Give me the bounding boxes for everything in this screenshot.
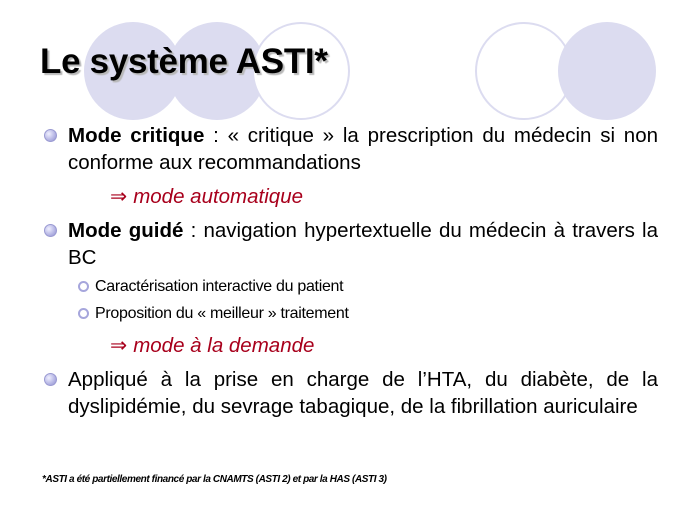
subitem-text: Proposition du « meilleur » traitement [95,305,349,322]
bullet-text: : navigation hypertextuelle du médecin à travers la BC [68,219,659,269]
bullet-icon [44,373,57,386]
arrow-text: mode automatique [133,185,303,208]
arrow-mode-automatique [110,183,303,210]
bullet-icon [44,129,57,142]
arrow-text: mode à la demande [133,334,315,357]
subitem-text: Caractérisation interactive du patient [95,278,344,295]
decor-circle-5 [558,22,656,120]
implies-arrow-icon: ⇒ [110,185,128,208]
slide-title: Le système ASTI* [40,42,328,81]
sub-bullet-ring-icon [78,308,89,319]
footnote: *ASTI a été partiellement financé par la CNAMTS (ASTI 2) et par la HAS (ASTI 3) [42,474,387,485]
bullet-mode-guide [68,217,658,271]
implies-arrow-icon: ⇒ [110,334,128,357]
subitem-caracterisation [78,277,343,297]
subitem-proposition [78,304,349,324]
bullet-keyword: Mode critique [68,124,205,147]
bullet-mode-critique [68,122,658,176]
bullet-keyword: Mode guidé [68,219,184,242]
sub-bullet-ring-icon [78,281,89,292]
bullet-icon [44,224,57,237]
bullet-text: : « critique » la prescription du médecin si non conforme aux recommandations [68,124,658,174]
arrow-mode-a-la-demande [110,332,314,359]
bullet-applique [68,366,658,420]
bullet-text: Appliqué à la prise en charge de l’HTA, du diabète, de la dyslipidémie, du sevrage tabagique, de la fibrillation auriculaire [68,368,658,418]
